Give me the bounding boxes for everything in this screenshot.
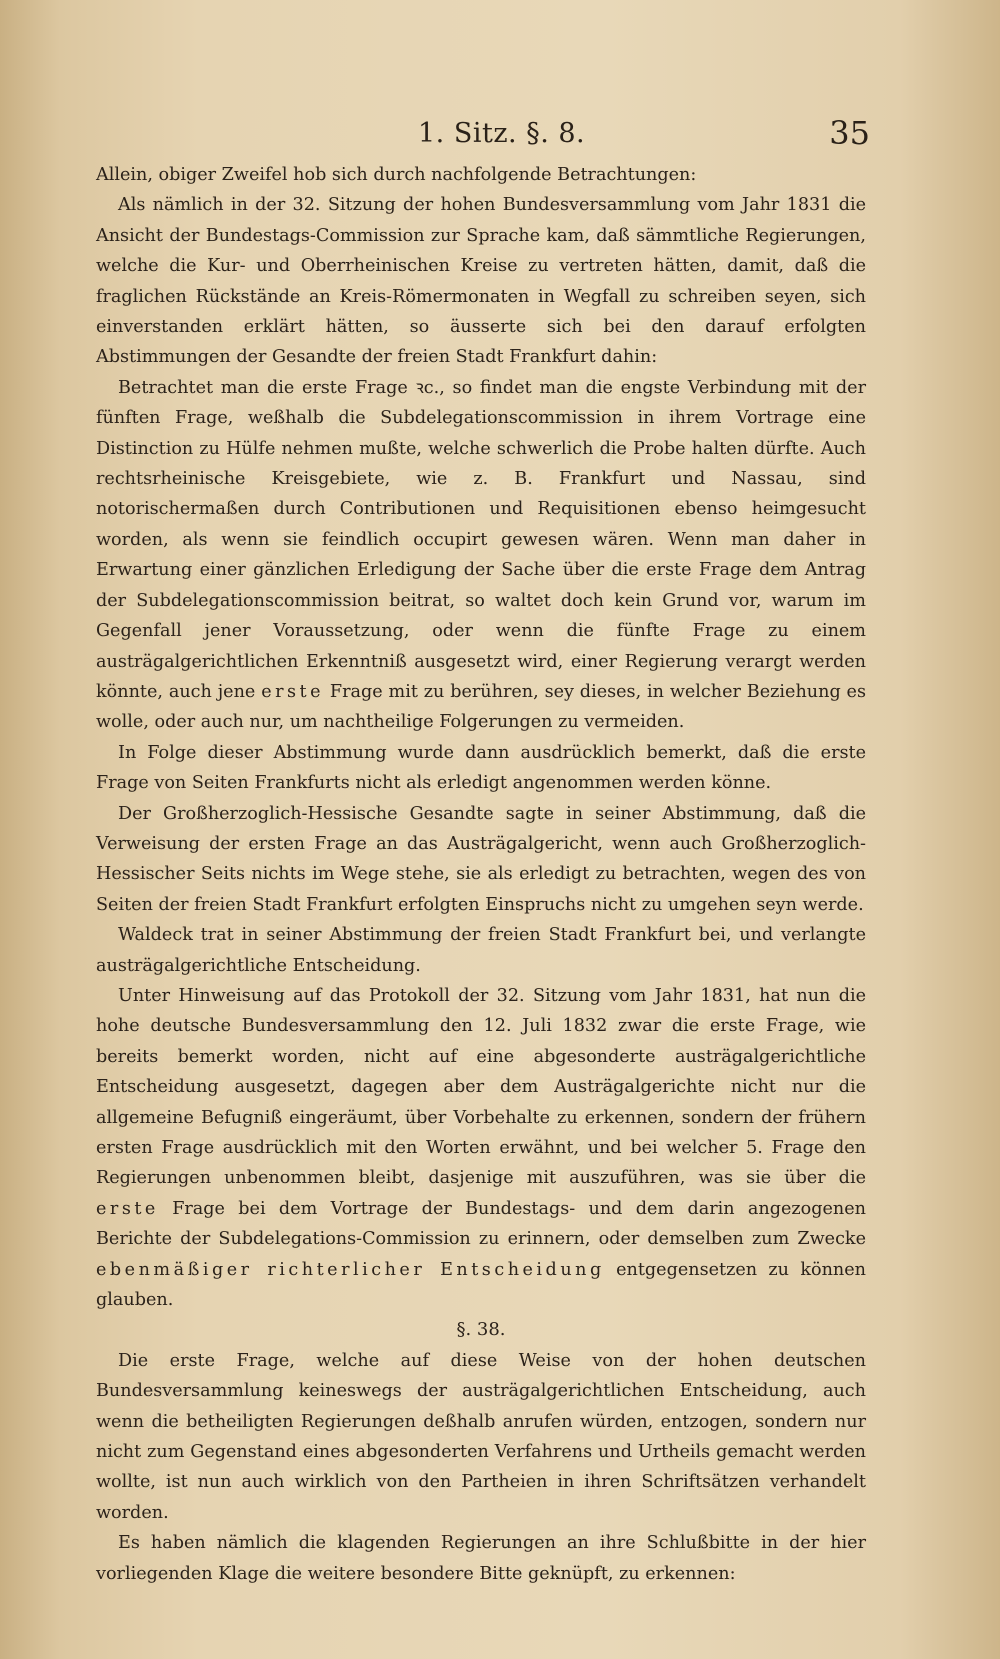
paragraph-text: entgegensetzen zu können glauben. [96,1259,866,1311]
paragraph-bundesversammlung [96,981,866,1315]
emphasis-text: ebenmäßiger richterlicher Entscheidung [96,1259,605,1280]
page-number: 35 [829,114,870,152]
paragraph-sitzung-1831: Als nämlich in der 32. Sitzung der hohen Bundesversammlung vom Jahr 1831 die Ansicht der Bundestags-Commission zur Sprache kam, daß sämmtliche Regierungen, welche die Kur- und Oberrheinischen Kreise zu vertreten hätten, damit, daß die fraglichen Rückstände an Kreis-Römermonaten in Wegfall zu schreiben seyen, sich einverstanden erklärt hätten, so äusserte sich bei den darauf erfolgten Abstimmungen der Gesandte der freien Stadt Frankfurt dahin: [96,195,866,368]
running-head: 1. Sitz. §. 8. [418,118,586,149]
paragraph-intro: Allein, obiger Zweifel hob sich durch nachfolgende Betrachtungen: [96,165,697,185]
page-body [96,160,866,1589]
paragraph-text: Unter Hinweisung auf das Protokoll der 32. Sitzung vom Jahr 1831, hat nun die hohe deutsche Bundesversammlung den 12. Juli 1832 zwar die erste Frage, wie bereits bemerkt worden, nicht auf eine abgesonderte austrägalgerichtliche Entscheidung ausgesetzt, dagegen aber dem Austrägalgerichte nicht nur die allgemeine Befugniß eingeräumt, über Vorbehalte zu erkennen, sondern der frühern ersten Frage ausdrücklich mit den Worten erwähnt, und bei welcher 5. Frage den Regierungen unbenommen bleibt, dasjenige mit auszuführen, was sie über die [96,985,866,1189]
paragraph-waldeck: Waldeck trat in seiner Abstimmung der freien Stadt Frankfurt bei, und verlangte austrägalgerichtliche Entscheidung. [96,925,866,976]
paragraph-text: Frage bei dem Vortrage der Bundestags- und dem darin angezogenen Berichte der Subdelegations-Commission zu erinnern, oder demselben zum Zwecke [96,1198,867,1250]
paragraph-text: Frage mit zu berühren, sey dieses, in welcher Beziehung es wolle, oder auch nur, um nachtheilige Folgerungen zu vermeiden. [96,681,866,733]
paragraph-erste-frage: Die erste Frage, welche auf diese Weise von der hohen deutschen Bundesversammlung keineswegs der austrägalgerichtlichen Entscheidung, auch wenn die betheiligten Regierungen deßhalb anrufen würden, entzogen, sondern nur nicht zum Gegenstand eines abgesonderten Verfahrens und Urtheils gemacht werden wollte, ist nun auch wirklich von den Partheien in ihren Schriftsätzen verhandelt worden. [96,1350,866,1523]
paragraph-klage: Es haben nämlich die klagenden Regierungen an ihre Schlußbitte in der hier vorliegenden Klage die weitere besondere Bitte geknüpft, zu erkennen: [96,1533,866,1584]
emphasis-text: erste [96,1198,159,1219]
section-heading: §. 38. [456,1319,506,1341]
paragraph-frankfurt-result: In Folge dieser Abstimmung wurde dann ausdrücklich bemerkt, daß die erste Frage von Seiten Frankfurts nicht als erledigt angenommen werden könne. [96,742,866,794]
paragraph-text: Betrachtet man die erste Frage ꝛc., so findet man die engste Verbindung mit der fünften Frage, weßhalb die Subdelegationscommission in ihrem Vortrage eine Distinction zu Hülfe nehmen mußte, welche schwerlich die Probe halten dürfte. Auch rechtsrheinische Kreisgebiete, wie z. B. Frankfurt und Nassau, sind notorischermaßen durch Contributionen und Requisitionen ebenso heimgesucht worden, als wenn sie feindlich occupirt gewesen wären. Wenn man daher in Erwartung einer gänzlichen Erledigung der Sache über die erste Frage dem Antrag der Subdelegationscommission beitrat, so waltet doch kein Grund vor, warum im Gegenfall jener Voraussetzung, oder wenn die fünfte Frage zu einem austrägalgerichtlichen Erkenntniß ausgesetzt wird, einer Regierung verargt werden könnte, auch jene [96,377,866,702]
page-header [0,114,1000,158]
paragraph-hessen: Der Großherzoglich-Hessische Gesandte sagte in seiner Abstimmung, daß die Verweisung der ersten Frage an das Austrägalgericht, wenn auch Großherzoglich-Hessischer Seits nichts im Wege stehe, sie als erledigt zu betrachten, wegen des von Seiten der freien Stadt Frankfurt erfolgten Einspruchs nicht zu umgehen seyn werde. [96,803,866,915]
emphasis-text: erste [261,681,325,702]
paragraph-frankfurt-statement [96,373,866,738]
